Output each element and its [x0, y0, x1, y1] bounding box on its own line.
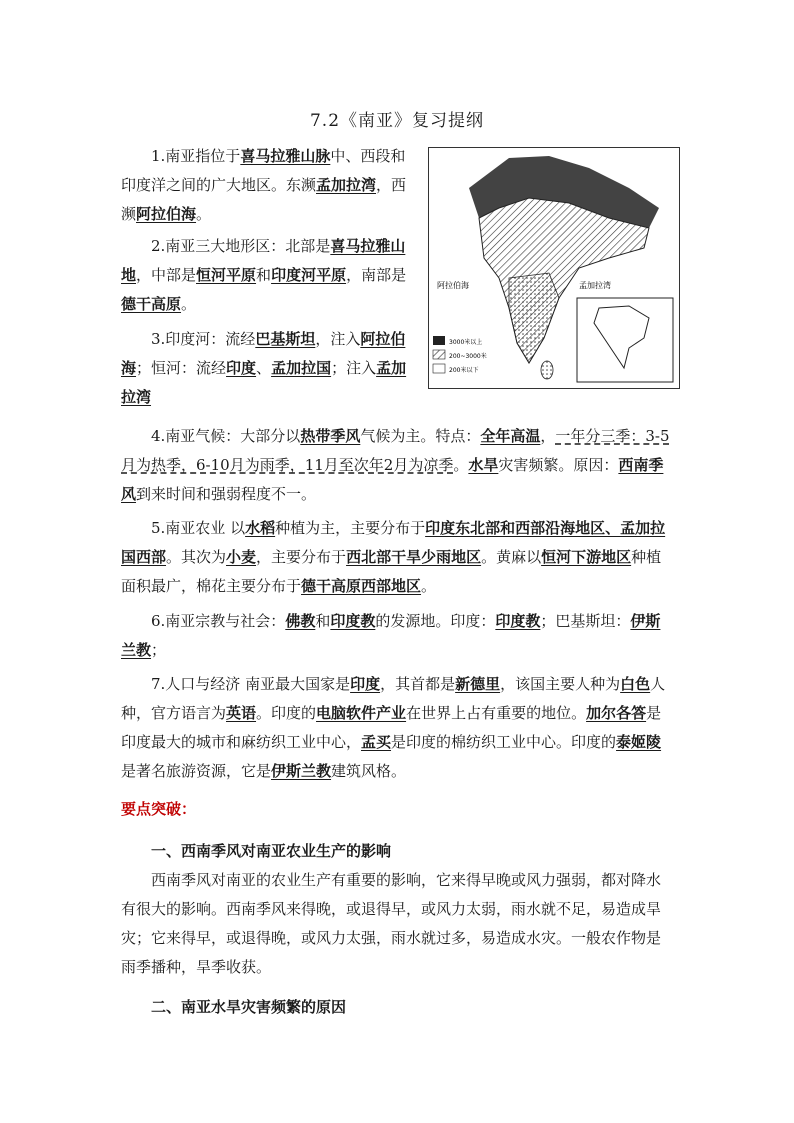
keyword: 印度	[350, 675, 381, 693]
legend-high: 3000米以上	[449, 339, 483, 346]
keyword: 印度教	[330, 612, 376, 630]
keyword: 电脑软件产业	[316, 704, 407, 722]
keyword: 西南季风	[121, 456, 664, 503]
keyword: 喜马拉雅山地	[121, 237, 406, 284]
keyword: 伊斯兰教	[121, 612, 661, 659]
section-2-heading: 二、南亚水旱灾害频繁的原因	[151, 998, 347, 1016]
label-arabian-sea: 阿拉伯海	[437, 281, 469, 290]
point-3: 3.印度河：流经巴基斯坦，注入阿拉伯海；恒河：流经印度、孟加拉国；注入孟加拉湾	[121, 330, 407, 406]
legend-low: 200米以下	[449, 367, 479, 374]
point-1: 1.南亚指位于喜马拉雅山脉中、西段和印度洋之间的广大地区。东濒孟加拉湾，西濒阿拉伯海。	[121, 147, 407, 223]
keyword: 喜马拉雅山脉	[240, 147, 331, 165]
keyword: 孟买	[361, 733, 392, 751]
keyword: 水稻	[245, 519, 276, 537]
key-points-heading: 要点突破：	[121, 800, 197, 818]
keyword: 印度教	[495, 612, 541, 630]
keyword: 全年高温	[480, 427, 541, 445]
section-1-heading: 一、西南季风对南亚农业生产的影响	[151, 842, 392, 860]
label-bay-of-bengal: 孟加拉湾	[579, 281, 611, 290]
point-7: 7.人口与经济 南亚最大国家是印度，其首都是新德里，该国主要人种为白色人种，官方语言为英语。印度的电脑软件产业在世界上占有重要的地位。加尔各答是印度最大的城市和麻纺织工业中心，孟买是印度的棉纺织工业中心。印度的泰姬陵是著名旅游资源，它是伊斯兰教建筑风格。	[121, 675, 666, 780]
legend-mid: 200~3000米	[449, 353, 487, 360]
keyword: 加尔各答	[586, 704, 647, 722]
keyword: 孟加拉湾	[316, 176, 377, 194]
south-asia-map	[428, 147, 680, 389]
keyword: 孟加拉国	[271, 359, 332, 377]
keyword: 白色	[620, 675, 651, 693]
keyword: 小麦	[226, 548, 257, 566]
inset-map-frame	[577, 298, 673, 382]
section-1-body: 西南季风对南亚的农业生产有重要的影响，它来得早晚或风力强弱，都对降水有很大的影响。西南季风来得晚，或退得早，或风力太弱，雨水就不足，易造成旱灾；它来得早，或退得晚，或风力太强，雨水就过多，易造成水灾。一般农作物是雨季播种，旱季收获。	[121, 871, 662, 976]
keyword: 泰姬陵	[616, 733, 662, 751]
south-asia-map-svg	[429, 148, 679, 388]
keyword: 热带季风	[300, 427, 361, 445]
keyword: 印度河平原	[271, 266, 347, 284]
keyword: 阿拉伯海	[136, 205, 197, 223]
point-2: 2.南亚三大地形区：北部是喜马拉雅山地，中部是恒河平原和印度河平原，南部是德干高原。	[121, 237, 407, 313]
page-title: 7.2《南亚》复习提纲	[309, 111, 485, 131]
keyword: 德干高原西部地区	[301, 577, 422, 595]
keyword: 印度	[226, 359, 257, 377]
keyword: 恒河下游地区	[541, 548, 632, 566]
legend-swatch-low	[433, 364, 445, 373]
keyword: 佛教	[285, 612, 316, 630]
keyword: 一年分三季：3-5月为热季，6-10月为雨季，11月至次年2月为凉季	[121, 427, 670, 474]
keyword: 巴基斯坦	[255, 330, 316, 348]
keyword: 西北部干旱少雨地区	[346, 548, 482, 566]
keyword: 英语	[226, 704, 257, 722]
point-5: 5.南亚农业 以水稻种植为主，主要分布于印度东北部和西部沿海地区、孟加拉国西部。其次为小麦，主要分布于西北部干旱少雨地区。黄麻以恒河下游地区种植面积最广，棉花主要分布于德干高原西部地区。	[121, 519, 666, 595]
keyword: 伊斯兰教	[271, 762, 332, 780]
point-4: 4.南亚气候：大部分以热带季风气候为主。特点：全年高温，一年分三季：3-5月为热季，6-10月为雨季，11月至次年2月为凉季。水旱灾害频繁。原因：西南季风到来时间和强弱程度不一。	[121, 427, 670, 503]
keyword: 孟加拉湾	[121, 359, 407, 406]
keyword: 水旱	[468, 456, 499, 474]
keyword: 恒河平原	[196, 266, 257, 284]
legend-swatch-high	[433, 336, 445, 345]
sri-lanka	[541, 361, 553, 379]
keyword: 阿拉伯海	[121, 330, 406, 377]
keyword: 印度东北部和西部沿海地区、孟加拉国西部	[121, 519, 666, 566]
point-6: 6.南亚宗教与社会：佛教和印度教的发源地。印度：印度教；巴基斯坦：伊斯兰教；	[121, 612, 661, 659]
keyword: 德干高原	[121, 295, 182, 313]
keyword: 新德里	[455, 675, 501, 693]
legend-swatch-mid	[433, 350, 445, 359]
